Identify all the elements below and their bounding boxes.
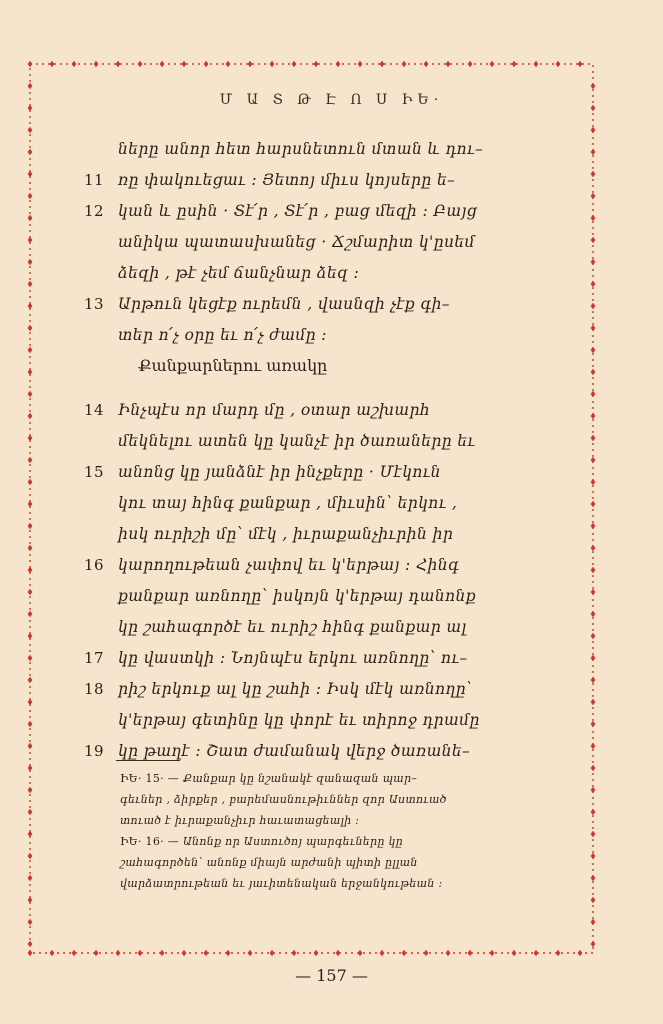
- border-ornament: [591, 875, 596, 881]
- verse-text: ները անոր հետ հարսնետուն մտան և դու–: [118, 140, 484, 158]
- border-ornament: [556, 950, 561, 956]
- border-ornament: [591, 501, 596, 507]
- border-ornament: [138, 61, 143, 67]
- border-ornament: [591, 765, 596, 771]
- border-ornament: [556, 61, 561, 67]
- text-line: [84, 550, 548, 581]
- border-ornament: [28, 897, 33, 903]
- border-ornament: [28, 281, 33, 287]
- border-ornament: [534, 61, 539, 67]
- text-line: [84, 165, 548, 196]
- text-line: [118, 705, 548, 736]
- border-ornament: [28, 831, 33, 837]
- border-ornament: [28, 435, 33, 441]
- border-ornament: [402, 61, 407, 67]
- border-ornament: [28, 611, 33, 617]
- border-ornament: [591, 391, 596, 397]
- footnote-line: [120, 831, 550, 852]
- running-head: Մ Ա Տ Թ Է Ո Ս ԻԵ·: [219, 92, 444, 108]
- border-ornament: [28, 523, 33, 529]
- verse-text: կու տայ հինգ քանքար , միւսին՝ երկու ,: [118, 494, 458, 512]
- verse-number: 13: [84, 295, 104, 313]
- border-ornament: [50, 950, 55, 956]
- verse-text: քանքար առնողը՝ իսկոյն կ'երթայ դանոնք: [118, 587, 477, 605]
- verse-number: 18: [84, 680, 104, 698]
- border-ornament: [292, 61, 297, 67]
- verse-text: տեր ո՛չ օրը եւ ո՛չ ժամը :: [118, 326, 327, 344]
- footnote-line: [120, 768, 550, 789]
- border-ornament: [591, 303, 596, 309]
- border-ornament: [591, 633, 596, 639]
- border-ornament: [28, 589, 33, 595]
- verse-text: Ինչպէս որ մարդ մը , օտար աշխարհ: [118, 401, 431, 419]
- border-ornament: [28, 237, 33, 243]
- border-ornament: [28, 655, 33, 661]
- border-ornament: [28, 347, 33, 353]
- border-ornament: [28, 950, 33, 956]
- footnote-text: գեւներ , ձիրքեր , բարեմասնութիւններ զոր Աստուած: [120, 793, 447, 806]
- border-ornament: [591, 523, 596, 529]
- verse-text: կը շահագործէ եւ ուրիշ հինգ քանքար ալ: [118, 618, 467, 636]
- border-ornament: [591, 853, 596, 859]
- text-line: [84, 196, 548, 227]
- border-ornament: [591, 171, 596, 177]
- border-ornament: [591, 413, 596, 419]
- verse-text: ձեզի , թէ չեմ ճանչնար ձեզ :: [118, 264, 360, 282]
- border-ornament: [28, 479, 33, 485]
- border-ornament: [28, 853, 33, 859]
- border-ornament: [28, 677, 33, 683]
- verses-top: [84, 134, 548, 351]
- border-ornament: [591, 259, 596, 265]
- border-ornament: [358, 61, 363, 67]
- section-title: Քանքարներու առակը: [138, 356, 328, 375]
- verse-text: կ'երթայ գետինը կը փորէ եւ տիրոջ դրամը: [118, 711, 480, 729]
- border-ornament: [28, 215, 33, 221]
- border-ornament: [380, 61, 385, 67]
- footnote-text: — Անոնք որ Աստուծոյ պարգեւները կը: [167, 835, 403, 848]
- verse-text: մեկնելու ատեն կը կանչէ իր ծառաները եւ: [118, 432, 476, 450]
- verse-text: կան և ըսին · Տէ՛ր , Տէ՛ր , բաց մեզի : Բայց: [118, 202, 478, 220]
- border-ornament: [591, 677, 596, 683]
- border-ornament: [28, 919, 33, 925]
- border-ornament: [358, 950, 363, 956]
- border-ornament: [50, 61, 55, 67]
- border-ornament: [248, 950, 253, 956]
- border-ornament: [591, 435, 596, 441]
- border-ornament: [226, 950, 231, 956]
- text-line: [118, 227, 548, 258]
- border-ornament: [591, 127, 596, 133]
- border-ornament: [116, 950, 121, 956]
- border-ornament: [591, 611, 596, 617]
- text-line: [84, 674, 548, 705]
- border-ornament: [28, 171, 33, 177]
- border-ornament: [591, 83, 596, 89]
- page-number: — 157 —: [295, 966, 368, 985]
- border-ornament: [94, 61, 99, 67]
- border-ornament: [28, 765, 33, 771]
- border-ornament: [591, 369, 596, 375]
- text-line: [118, 519, 548, 550]
- verse-number: 12: [84, 202, 104, 220]
- text-line: [84, 289, 548, 320]
- text-line: [118, 320, 548, 351]
- border-ornament: [591, 589, 596, 595]
- border-ornament: [591, 347, 596, 353]
- border-ornament: [28, 699, 33, 705]
- border-ornament: [226, 61, 231, 67]
- verse-number: 11: [84, 171, 104, 189]
- text-line: [84, 457, 548, 488]
- border-ornament: [591, 787, 596, 793]
- border-ornament: [116, 61, 121, 67]
- border-ornament: [160, 61, 165, 67]
- border-ornament: [591, 479, 596, 485]
- border-ornament: [182, 950, 187, 956]
- border-ornament: [28, 721, 33, 727]
- verse-number: 14: [84, 401, 104, 419]
- text-line: [118, 612, 548, 643]
- border-ornament: [72, 61, 77, 67]
- verse-text: ռը փակուեցաւ : Յետոյ միւս կոյսերը ե–: [118, 171, 456, 189]
- border-ornament: [28, 743, 33, 749]
- verses-bottom: [84, 395, 548, 767]
- border-ornament: [28, 875, 33, 881]
- footnote-text: վարձատրութեան եւ յաւիտենական երջանկութեան :: [120, 877, 443, 890]
- border-ornament: [591, 237, 596, 243]
- border-ornament: [28, 303, 33, 309]
- border-ornament: [28, 413, 33, 419]
- footnote-line: [120, 873, 550, 894]
- verse-text: անոնց կը յանձնէ իր ինչքերը · Մէկուն: [118, 463, 441, 481]
- border-ornament: [292, 950, 297, 956]
- border-ornament: [28, 567, 33, 573]
- border-ornament: [534, 950, 539, 956]
- border-ornament: [591, 325, 596, 331]
- border-ornament: [468, 61, 473, 67]
- border-ornament: [314, 61, 319, 67]
- border-ornament: [591, 699, 596, 705]
- footnotes: [120, 768, 550, 894]
- footnote-ref: ԻԵ· 15·: [120, 772, 164, 785]
- border-ornament: [28, 787, 33, 793]
- text-line: [118, 426, 548, 457]
- border-ornament: [28, 127, 33, 133]
- verse-text: իսկ ուրիշի մը՝ մէկ , իւրաքանչիւրին իր: [118, 525, 454, 543]
- verse-number: 17: [84, 649, 104, 667]
- border-ornament: [512, 61, 517, 67]
- verse-text: Արթուն կեցէք ուրեմն , վասնզի չէք գի–: [118, 295, 450, 313]
- border-ornament: [512, 950, 517, 956]
- border-ornament: [28, 325, 33, 331]
- verse-number: 16: [84, 556, 104, 574]
- border-ornament: [28, 193, 33, 199]
- border-ornament: [270, 950, 275, 956]
- border-ornament: [28, 83, 33, 89]
- border-ornament: [28, 545, 33, 551]
- border-ornament: [591, 457, 596, 463]
- border-ornament: [182, 61, 187, 67]
- border-ornament: [424, 950, 429, 956]
- border-ornament: [591, 941, 596, 947]
- border-ornament: [248, 61, 253, 67]
- verse-text: կը թաղէ : Շատ ժամանակ վերջ ծառանե–: [118, 742, 471, 760]
- border-ornament: [28, 457, 33, 463]
- border-ornament: [204, 950, 209, 956]
- border-ornament: [28, 61, 33, 67]
- verse-text: անիկա պատասխանեց · Ճշմարիտ կ'ըսեմ: [118, 233, 475, 251]
- text-line: [84, 736, 548, 767]
- verse-text: կարողութեան չափով եւ կ'երթայ : Հինգ: [118, 556, 460, 574]
- border-ornament: [94, 950, 99, 956]
- footnote-divider: [116, 760, 180, 761]
- border-ornament: [314, 950, 319, 956]
- border-ornament: [28, 369, 33, 375]
- border-ornament: [336, 950, 341, 956]
- border-ornament: [446, 950, 451, 956]
- border-ornament: [591, 545, 596, 551]
- border-ornament: [468, 950, 473, 956]
- border-ornament: [490, 61, 495, 67]
- border-ornament: [446, 61, 451, 67]
- border-ornament: [578, 950, 583, 956]
- text-line: [84, 395, 548, 426]
- text-line: [118, 581, 548, 612]
- border-ornament: [578, 61, 583, 67]
- footnote-text: շահագործեն՝ անոնք միայն արժանի պիտի ըլլան: [120, 856, 418, 869]
- border-ornament: [402, 950, 407, 956]
- border-ornament: [424, 61, 429, 67]
- footnote-text: — Քանքար կը նշանակէ զանազան պար–: [167, 772, 418, 785]
- border-ornament: [591, 567, 596, 573]
- border-ornament: [591, 193, 596, 199]
- border-ornament: [204, 61, 209, 67]
- footnote-text: տուած է իւրաքանչիւր հաւատացեալի :: [120, 814, 360, 827]
- border-ornament: [591, 655, 596, 661]
- border-ornament: [72, 950, 77, 956]
- border-ornament: [380, 950, 385, 956]
- border-ornament: [591, 281, 596, 287]
- footnote-line: [120, 810, 550, 831]
- border-ornament: [138, 950, 143, 956]
- border-ornament: [591, 215, 596, 221]
- border-ornament: [28, 149, 33, 155]
- text-line: [118, 488, 548, 519]
- border-ornament: [490, 950, 495, 956]
- border-ornament: [591, 897, 596, 903]
- text-line: [118, 134, 548, 165]
- verse-text: կը վաստկի : Նոյնպէս երկու առնողը՝ ու–: [118, 649, 468, 667]
- footnote-ref: ԻԵ· 16·: [120, 835, 164, 848]
- border-ornament: [28, 941, 33, 947]
- border-ornament: [28, 809, 33, 815]
- text-line: [118, 258, 548, 289]
- border-ornament: [160, 950, 165, 956]
- verse-number: 15: [84, 463, 104, 481]
- border-ornament: [28, 259, 33, 265]
- border-ornament: [270, 61, 275, 67]
- text-line: [84, 643, 548, 674]
- footnote-line: [120, 789, 550, 810]
- border-ornament: [28, 391, 33, 397]
- border-ornament: [591, 149, 596, 155]
- verse-number: 19: [84, 742, 104, 760]
- border-ornament: [591, 743, 596, 749]
- border-ornament: [591, 809, 596, 815]
- border-ornament: [336, 61, 341, 67]
- border-ornament: [591, 721, 596, 727]
- border-ornament: [591, 831, 596, 837]
- border-ornament: [28, 633, 33, 639]
- border-ornament: [591, 919, 596, 925]
- footnote-line: [120, 852, 550, 873]
- border-ornament: [28, 501, 33, 507]
- verse-text: րիշ երկուք ալ կը շահի : Իսկ մէկ առնողը՝: [118, 680, 473, 698]
